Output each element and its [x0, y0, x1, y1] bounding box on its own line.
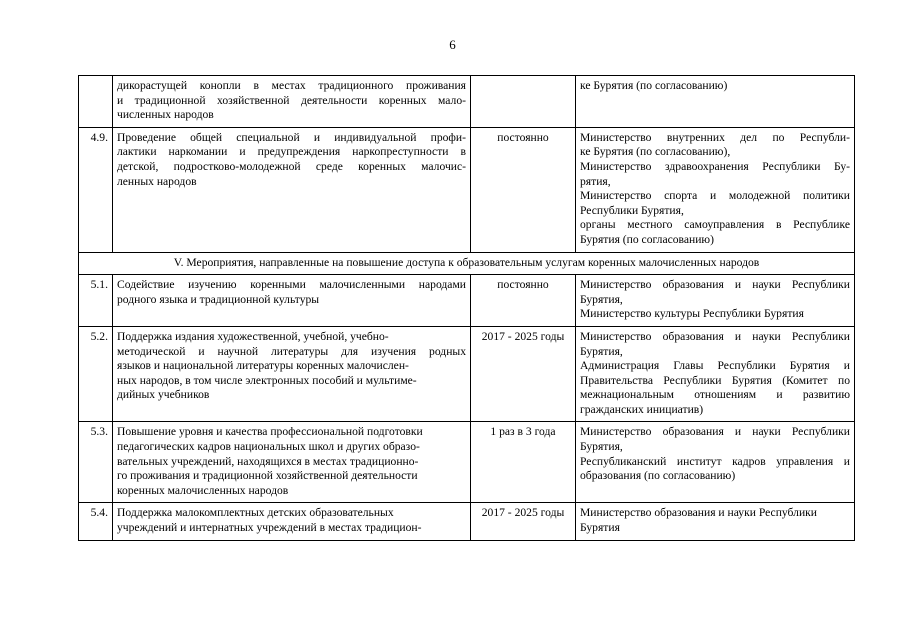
- row-number: 5.4.: [79, 503, 113, 540]
- measure-description: Содействие изучению коренными малочисленными народами родного языка и традиционной культуры: [113, 275, 471, 327]
- measure-term: 2017 - 2025 годы: [471, 326, 576, 422]
- table-row: [79, 422, 855, 503]
- row-number: 5.2.: [79, 326, 113, 422]
- measure-executors: Министерство внутренних дел по Республи- ке Бурятия (по согласованию), Министерство здравоохранения Республики Бу- рятия, Министерство спорта и молодежной политики Республики Бурятия, органы местного самоуправления в Республике Бурятия (по согласованию): [576, 127, 855, 252]
- page-number: 6: [449, 37, 456, 52]
- measure-term: постоянно: [471, 275, 576, 327]
- table-row: [79, 326, 855, 422]
- measure-description: дикорастущей конопли в местах традиционного проживания и традиционной хозяйственной деятельности коренных мало- численных народов: [113, 76, 471, 128]
- measure-executors: ке Бурятия (по согласованию): [576, 76, 855, 128]
- measure-executors: Министерство образования и науки Республики Бурятия, Администрация Главы Республики Бурятия и Правительства Республики Бурятия (Комитет по межнациональным отношениям и развитию гражданских инициатив): [576, 326, 855, 422]
- table-row: [79, 127, 855, 252]
- section-title: V. Мероприятия, направленные на повышение доступа к образовательным услугам коренных малочисленных народов: [79, 252, 855, 275]
- row-number: 5.1.: [79, 275, 113, 327]
- measure-description: Поддержка издания художественной, учебной, учебно- методической и научной литературы для изучения родных языков и национальной литературы коренных малочислен- ных народов, в том числе электронных пособий и мультиме- дийных учебников: [113, 326, 471, 422]
- table-row: [79, 76, 855, 128]
- measure-term: постоянно: [471, 127, 576, 252]
- measure-description: Проведение общей специальной и индивидуальной профи- лактики наркомании и предупреждения наркопреступности в детской, подростково-молодежной среде коренных малочис- ленных народов: [113, 127, 471, 252]
- measure-description: Повышение уровня и качества профессиональной подготовки педагогических кадров национальных школ и других образо- вательных учреждений, находящихся в местах традиционно- го проживания и традиционной хозяйственной деятельности коренных малочисленных народов: [113, 422, 471, 503]
- measures-table: [78, 75, 855, 541]
- row-number: [79, 76, 113, 128]
- section-header-row: [79, 252, 855, 275]
- measure-description: Поддержка малокомплектных детских образовательных учреждений и интернатных учреждений в местах традицион-: [113, 503, 471, 540]
- table-row: [79, 503, 855, 540]
- measure-term: [471, 76, 576, 128]
- measure-executors: Министерство образования и науки Республики Бурятия, Министерство культуры Республики Бурятия: [576, 275, 855, 327]
- row-number: 4.9.: [79, 127, 113, 252]
- measure-term: 2017 - 2025 годы: [471, 503, 576, 540]
- table-row: [79, 275, 855, 327]
- measure-term: 1 раз в 3 года: [471, 422, 576, 503]
- measure-executors: Министерство образования и науки Республики Бурятия: [576, 503, 855, 540]
- measure-executors: Министерство образования и науки Республики Бурятия, Республиканский институт кадров управления и образования (по согласованию): [576, 422, 855, 503]
- row-number: 5.3.: [79, 422, 113, 503]
